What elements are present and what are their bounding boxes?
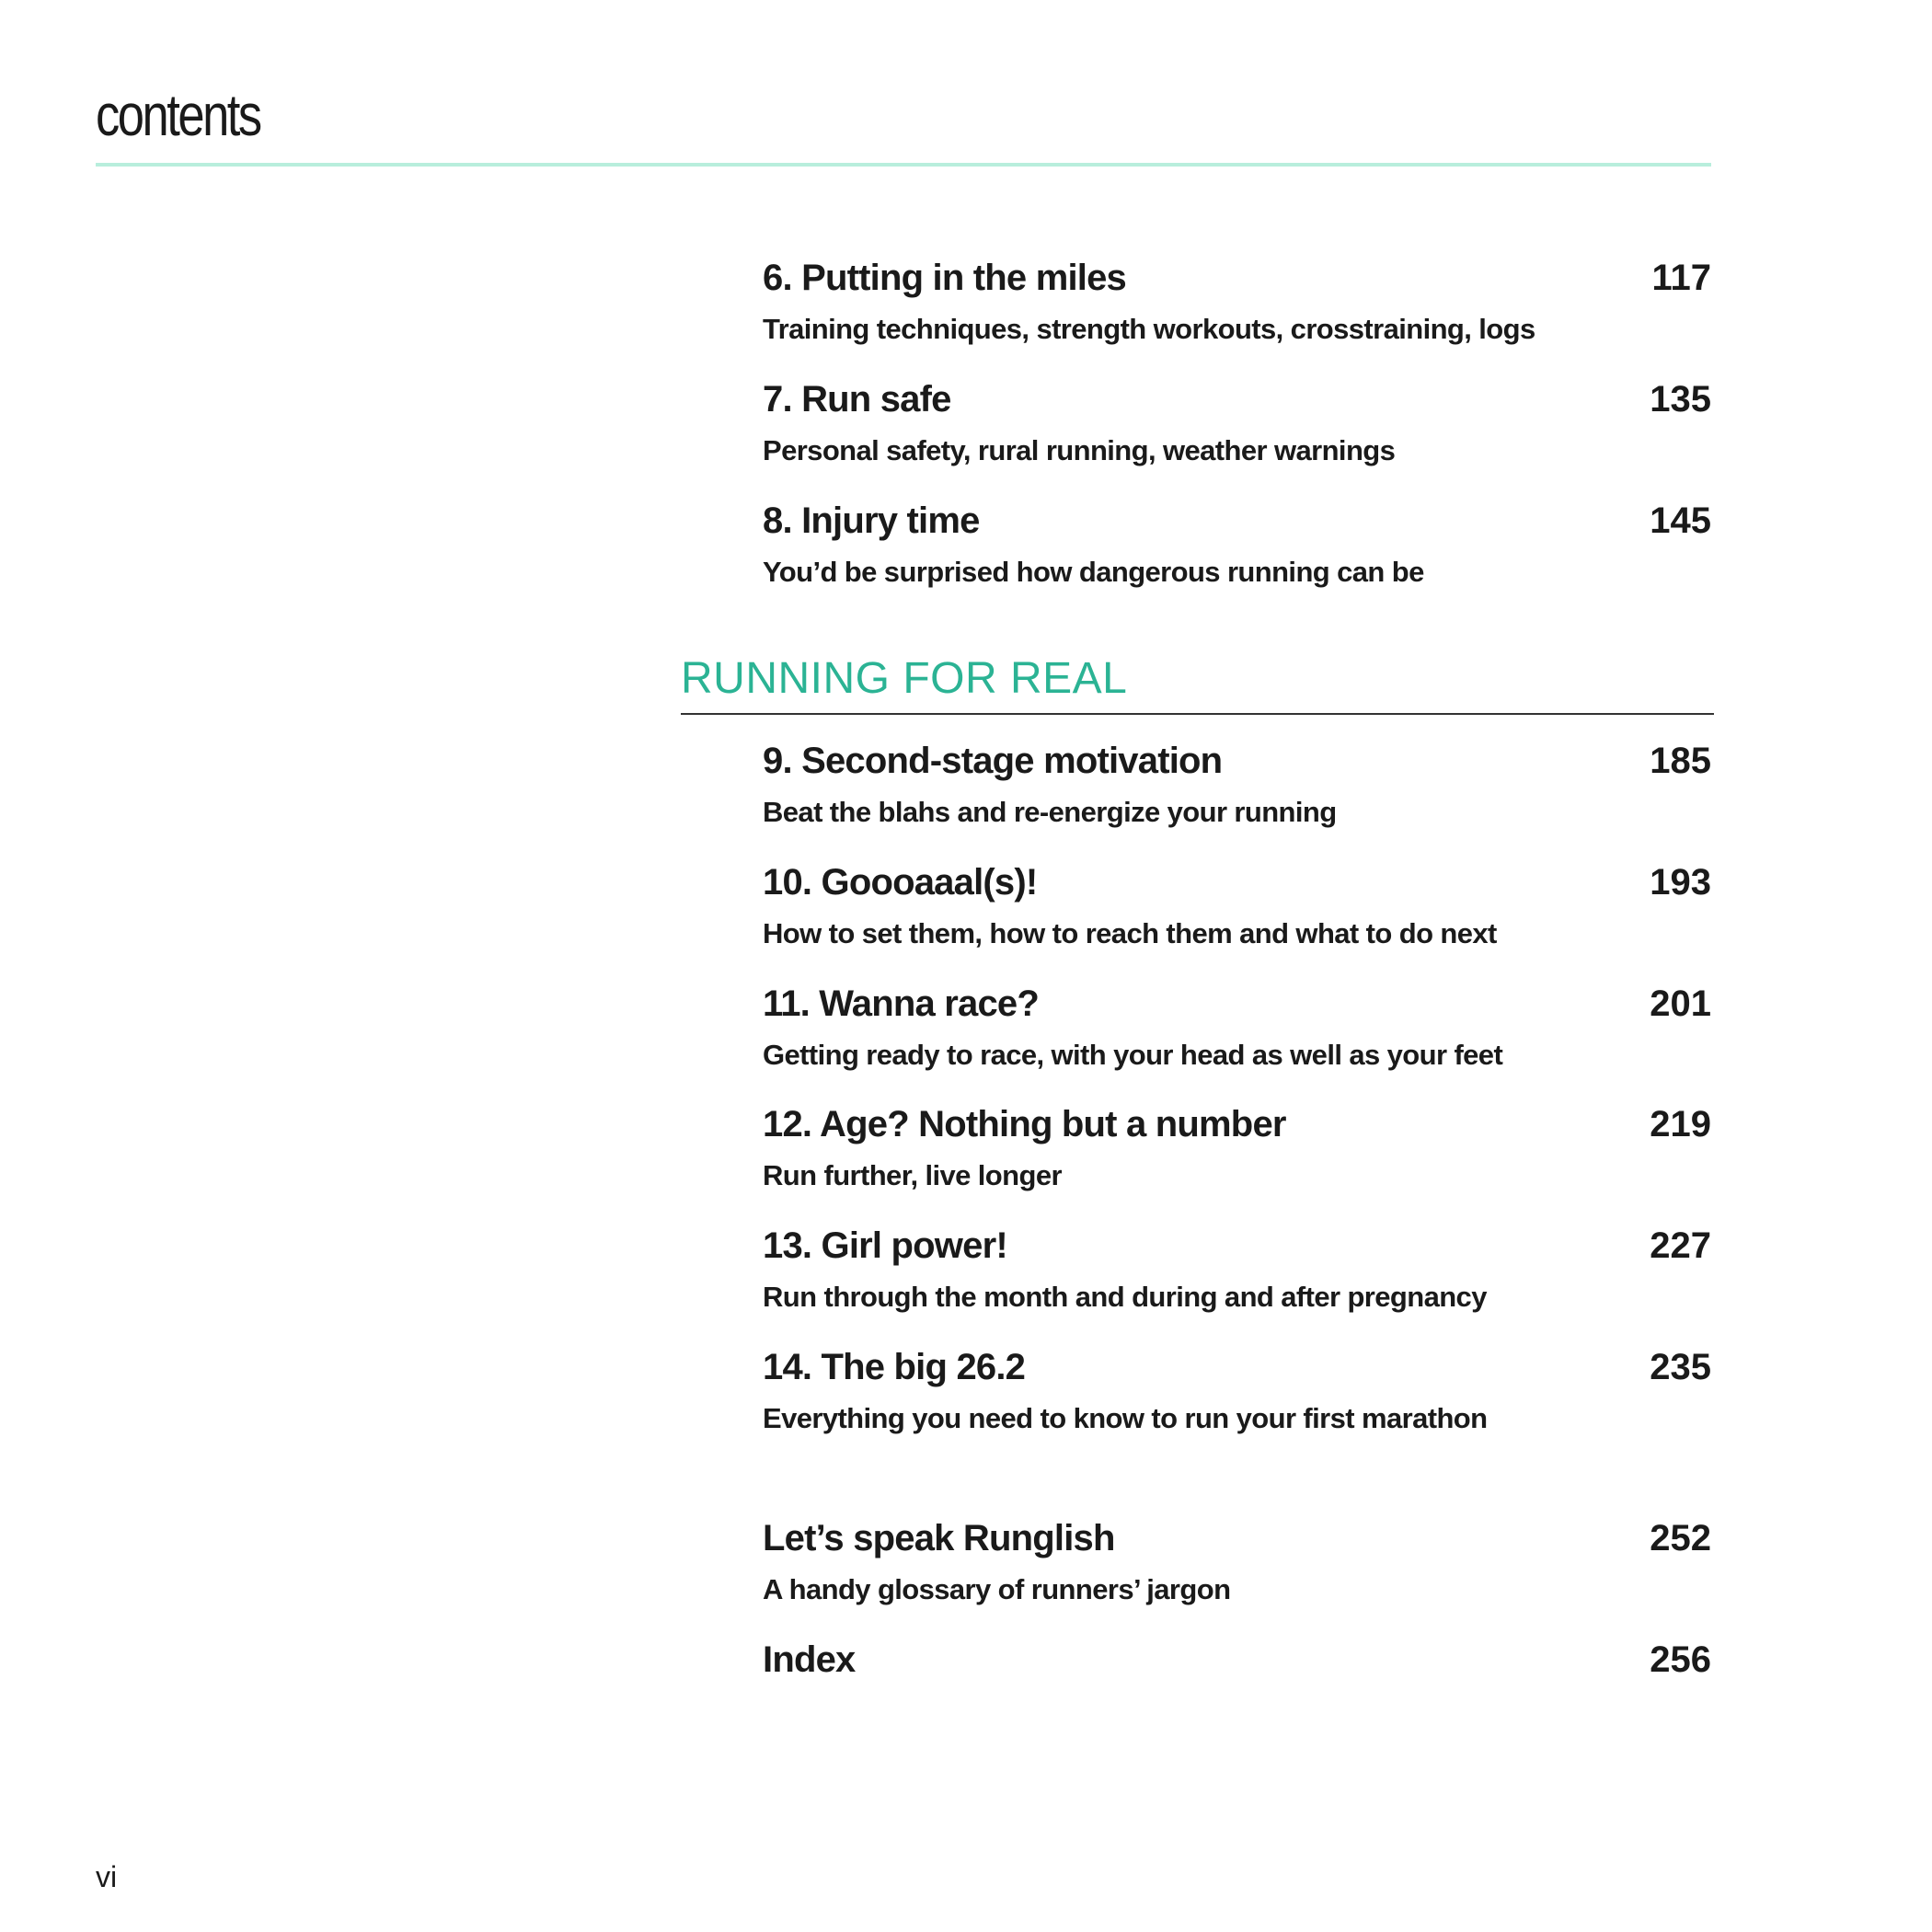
section-heading: RUNNING FOR REAL	[681, 654, 1128, 703]
entry-title: 8. Injury time	[763, 500, 980, 541]
entry-subtitle: Beat the blahs and re-energize your running	[763, 796, 1337, 828]
entry-title: Let’s speak Runglish	[763, 1518, 1115, 1558]
entry-subtitle: You’d be surprised how dangerous running can be	[763, 556, 1424, 588]
entry-title: 9. Second-stage motivation	[763, 741, 1223, 781]
entry-subtitle: A handy glossary of runners’ jargon	[763, 1573, 1231, 1605]
entry-page: 185	[1650, 741, 1711, 781]
page-number: vi	[96, 1860, 118, 1893]
entry-title: Index	[763, 1639, 856, 1680]
entry-page: 193	[1650, 862, 1711, 903]
entry-page: 256	[1650, 1639, 1711, 1680]
entry-subtitle: How to set them, how to reach them and what to do next	[763, 917, 1497, 949]
entry-title: 13. Girl power!	[763, 1225, 1007, 1266]
entry-subtitle: Getting ready to race, with your head as well as your feet	[763, 1039, 1503, 1071]
entry-title: 12. Age? Nothing but a number	[763, 1104, 1286, 1144]
entry-page: 227	[1650, 1225, 1711, 1266]
header-rule	[96, 163, 1711, 167]
entry-title: 11. Wanna race?	[763, 983, 1039, 1024]
section-rule	[681, 713, 1714, 715]
entry-title: 14. The big 26.2	[763, 1347, 1026, 1387]
entry-page: 145	[1650, 500, 1711, 541]
entry-page: 235	[1650, 1347, 1711, 1387]
entry-subtitle: Everything you need to know to run your first marathon	[763, 1402, 1488, 1434]
entry-page: 252	[1650, 1518, 1711, 1558]
entry-title: 6. Putting in the miles	[763, 258, 1126, 298]
entry-page: 201	[1650, 983, 1711, 1024]
page-title: contents	[96, 82, 260, 148]
entry-title: 10. Goooaaal(s)!	[763, 862, 1038, 903]
entry-page: 219	[1650, 1104, 1711, 1144]
entry-subtitle: Training techniques, strength workouts, crosstraining, logs	[763, 313, 1535, 345]
entry-subtitle: Personal safety, rural running, weather warnings	[763, 434, 1396, 466]
entry-subtitle: Run through the month and during and after pregnancy	[763, 1281, 1487, 1313]
entry-page: 117	[1651, 258, 1711, 298]
entry-title: 7. Run safe	[763, 379, 951, 420]
entry-subtitle: Run further, live longer	[763, 1159, 1062, 1191]
entry-page: 135	[1650, 379, 1711, 420]
